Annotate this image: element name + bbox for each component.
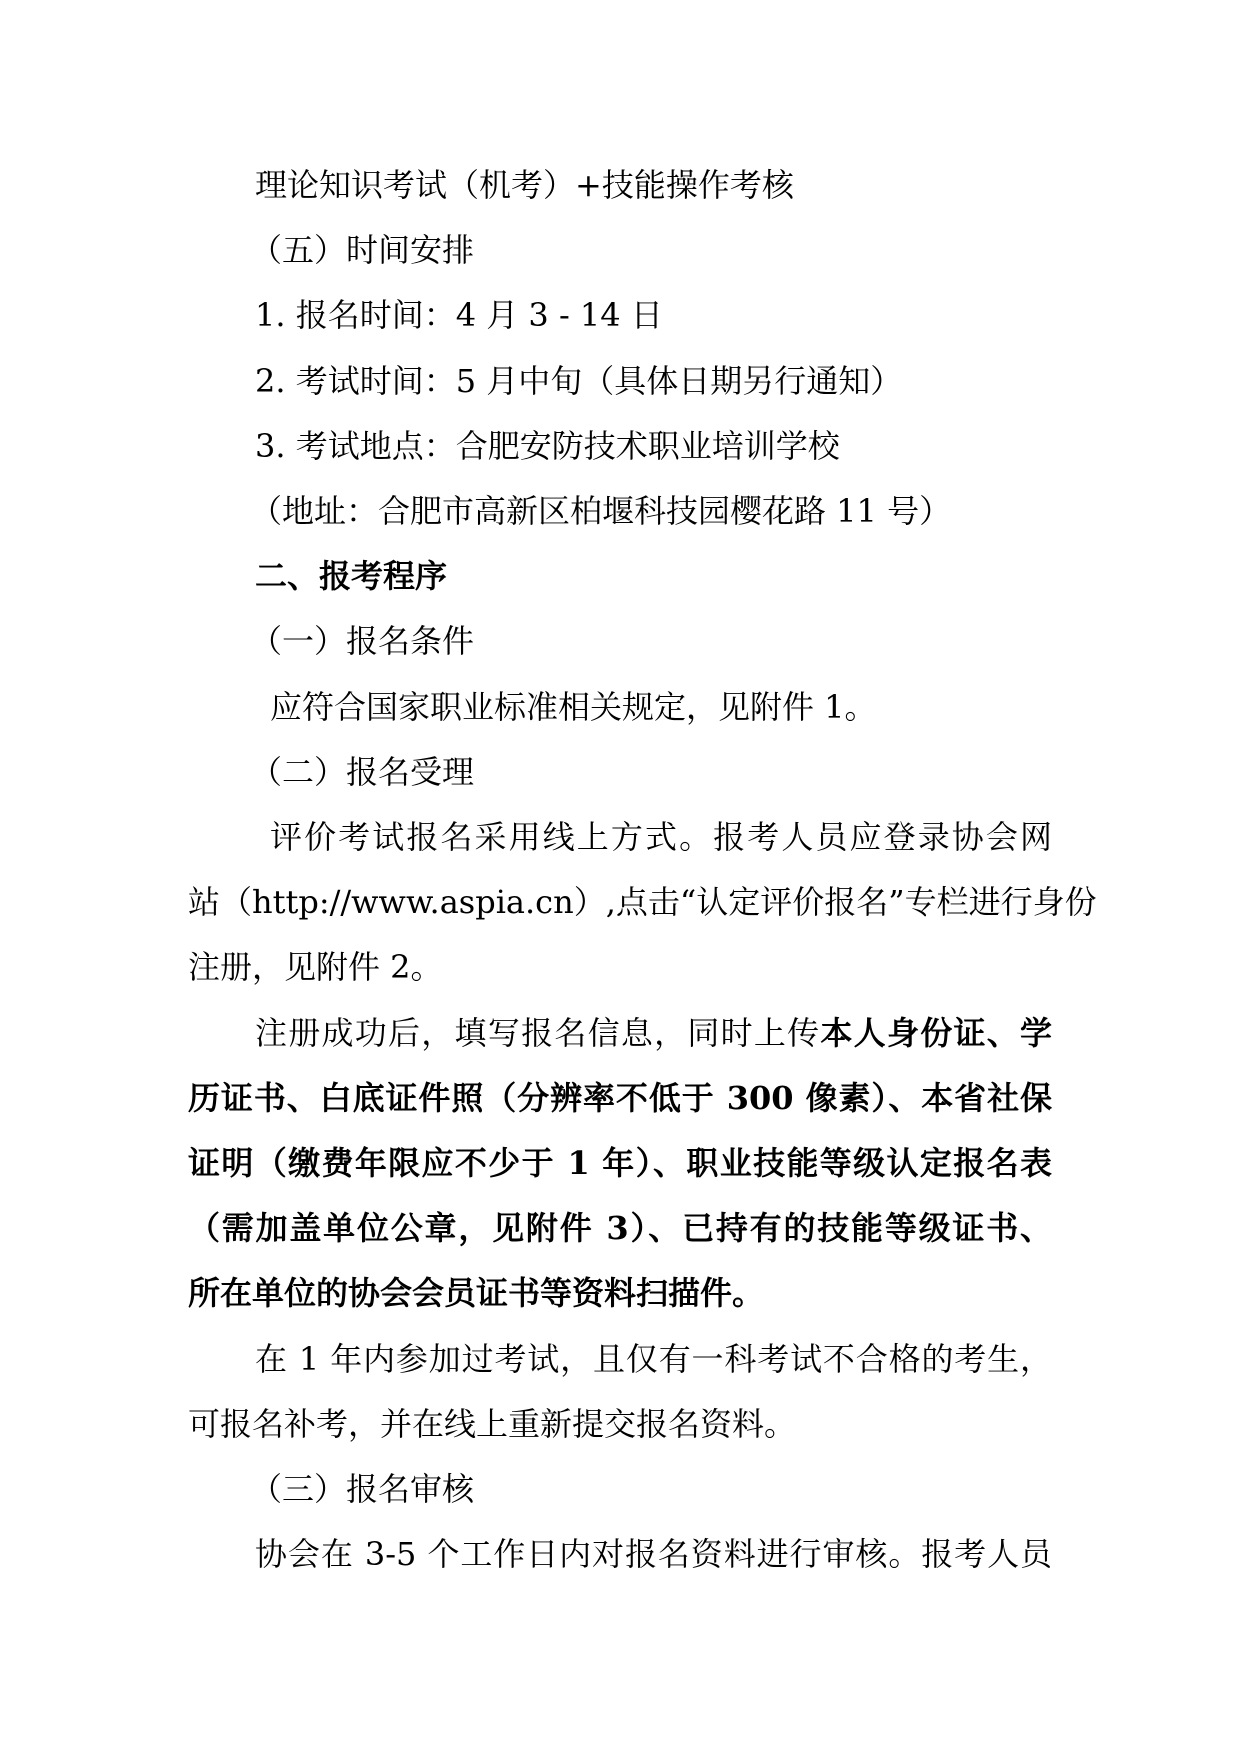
online-registration-line: 注册，见附件 2。: [188, 948, 443, 986]
eligibility-text: 应符合国家职业标准相关规定，见附件 1。: [270, 688, 877, 726]
upload-intro: 注册成功后，填写报名信息，同时上传: [255, 1014, 821, 1052]
upload-materials-text: 证明（缴费年限应不少于 1 年）、职业技能等级认定报名表: [188, 1144, 1052, 1182]
exam-format-text: 理论知识考试（机考）+技能操作考核: [255, 166, 794, 204]
review-text: 协会在 3-5 个工作日内对报名资料进行审核。报考人员: [255, 1535, 1052, 1573]
upload-materials-text: 所在单位的协会会员证书等资料扫描件。: [188, 1274, 765, 1312]
schedule-heading: （五）时间安排: [250, 231, 475, 269]
retake-text: 在 1 年内参加过考试，且仅有一科考试不合格的考生，: [255, 1340, 1052, 1378]
eligibility-heading: （一）报名条件: [250, 622, 475, 660]
registration-time: 1. 报名时间：4 月 3 - 14 日: [255, 296, 663, 334]
online-registration-line: 评价考试报名采用线上方式。报考人员应登录协会网: [270, 818, 1052, 856]
exam-time: 2. 考试时间：5 月中旬（具体日期另行通知）: [255, 362, 903, 400]
upload-materials-text: 本人身份证、学: [820, 1014, 1052, 1052]
upload-materials-text: 历证书、白底证件照（分辨率不低于 300 像素）、本省社保: [188, 1079, 1052, 1117]
procedure-heading: 二、报考程序: [255, 557, 448, 595]
exam-address: （地址：合肥市高新区柏堰科技园樱花路 11 号）: [250, 492, 952, 530]
online-registration-line: 站（http://www.aspia.cn）,点击“认定评价报名”专栏进行身份: [188, 883, 1097, 921]
retake-text: 可报名补考，并在线上重新提交报名资料。: [188, 1405, 797, 1443]
upload-paragraph-line: [255, 1013, 1052, 1053]
review-heading: （三）报名审核: [250, 1470, 475, 1508]
exam-location: 3. 考试地点：合肥安防技术职业培训学校: [255, 427, 840, 465]
registration-heading: （二）报名受理: [250, 753, 475, 791]
upload-materials-text: （需加盖单位公章，见附件 3）、已持有的技能等级证书、: [188, 1209, 1052, 1247]
